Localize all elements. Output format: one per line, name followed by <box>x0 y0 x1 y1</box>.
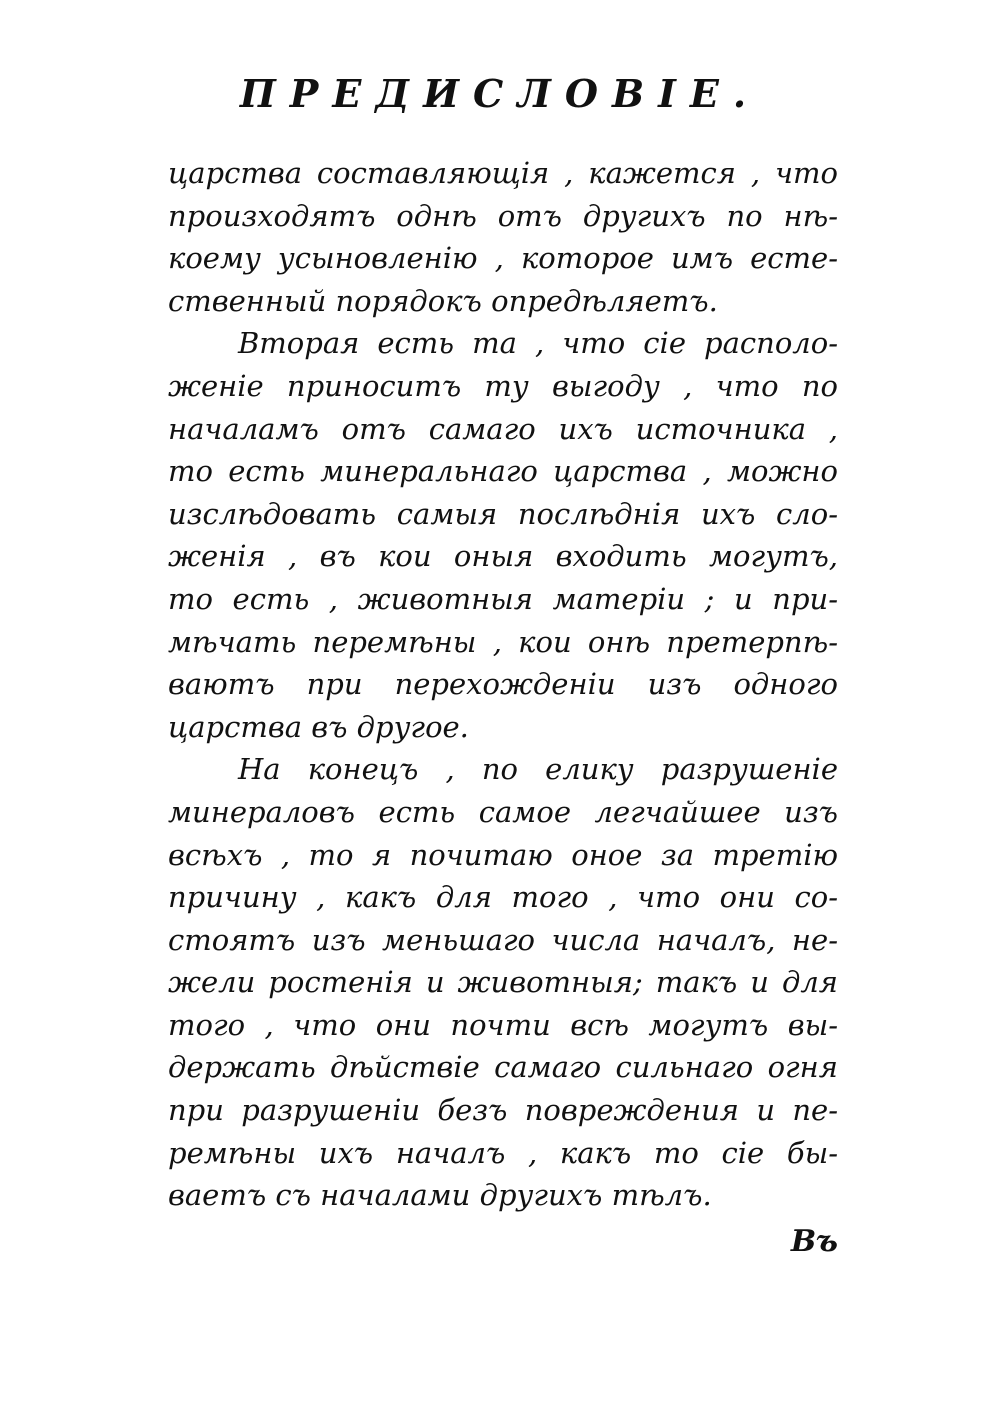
text-line: минераловъ есть самое легчайшее изъ <box>168 794 838 829</box>
body-text <box>168 152 838 1217</box>
text-line: ремѣны ихъ началъ , какъ то сіе бы- <box>168 1135 838 1170</box>
paragraph-first-line: Вторая есть та , что сіе располо- <box>238 326 838 361</box>
running-head: ПРЕДИСЛОВІЕ. <box>239 71 761 116</box>
text-line: жели ростенія и животныя; такъ и для <box>168 965 838 1000</box>
text-line: держать дѣйствіе самаго сильнаго огня <box>168 1050 838 1085</box>
text-line: ваетъ съ началами другихъ тѣлъ. <box>168 1178 712 1213</box>
text-line: царства составляющія , кажется , что <box>168 156 838 190</box>
text-line: ственный порядокъ опредѣляетъ. <box>168 283 718 318</box>
text-line: женіе приноситъ ту выгоду , что по <box>168 368 838 403</box>
text-line: женія , въ кои оныя входить могутъ, <box>168 539 838 574</box>
text-line: мѣчать перемѣны , кои онѣ претерпѣ- <box>168 624 838 659</box>
text-line: всѣхъ , то я почитаю оное за третію <box>168 837 838 872</box>
text-line: началамъ отъ самаго ихъ источника , <box>168 411 838 446</box>
text-line: произходятъ однѣ отъ другихъ по нѣ- <box>168 198 838 233</box>
text-line: ваютъ при перехожденіи изъ одного <box>168 667 838 702</box>
text-line: царства въ другое. <box>168 709 469 744</box>
text-line: изслѣдовать самыя послѣднія ихъ сло- <box>168 496 838 531</box>
text-line: при разрушеніи безъ повреждения и пе- <box>168 1093 838 1128</box>
text-line: то есть минеральнаго царства , можно <box>168 454 838 489</box>
catchword: Въ <box>790 1224 838 1259</box>
text-line: стоятъ изъ меньшаго числа началъ, не- <box>168 922 838 957</box>
paragraph-first-line: На конецъ , по елику разрушеніе <box>238 752 838 787</box>
text-line: того , что они почти всѣ могутъ вы- <box>168 1007 838 1042</box>
text-line: коему усыновленію , которое имъ есте- <box>168 241 838 276</box>
text-line: причину , какъ для того , что они со- <box>168 880 838 915</box>
text-line: то есть , животныя матеріи ; и при- <box>168 581 838 616</box>
